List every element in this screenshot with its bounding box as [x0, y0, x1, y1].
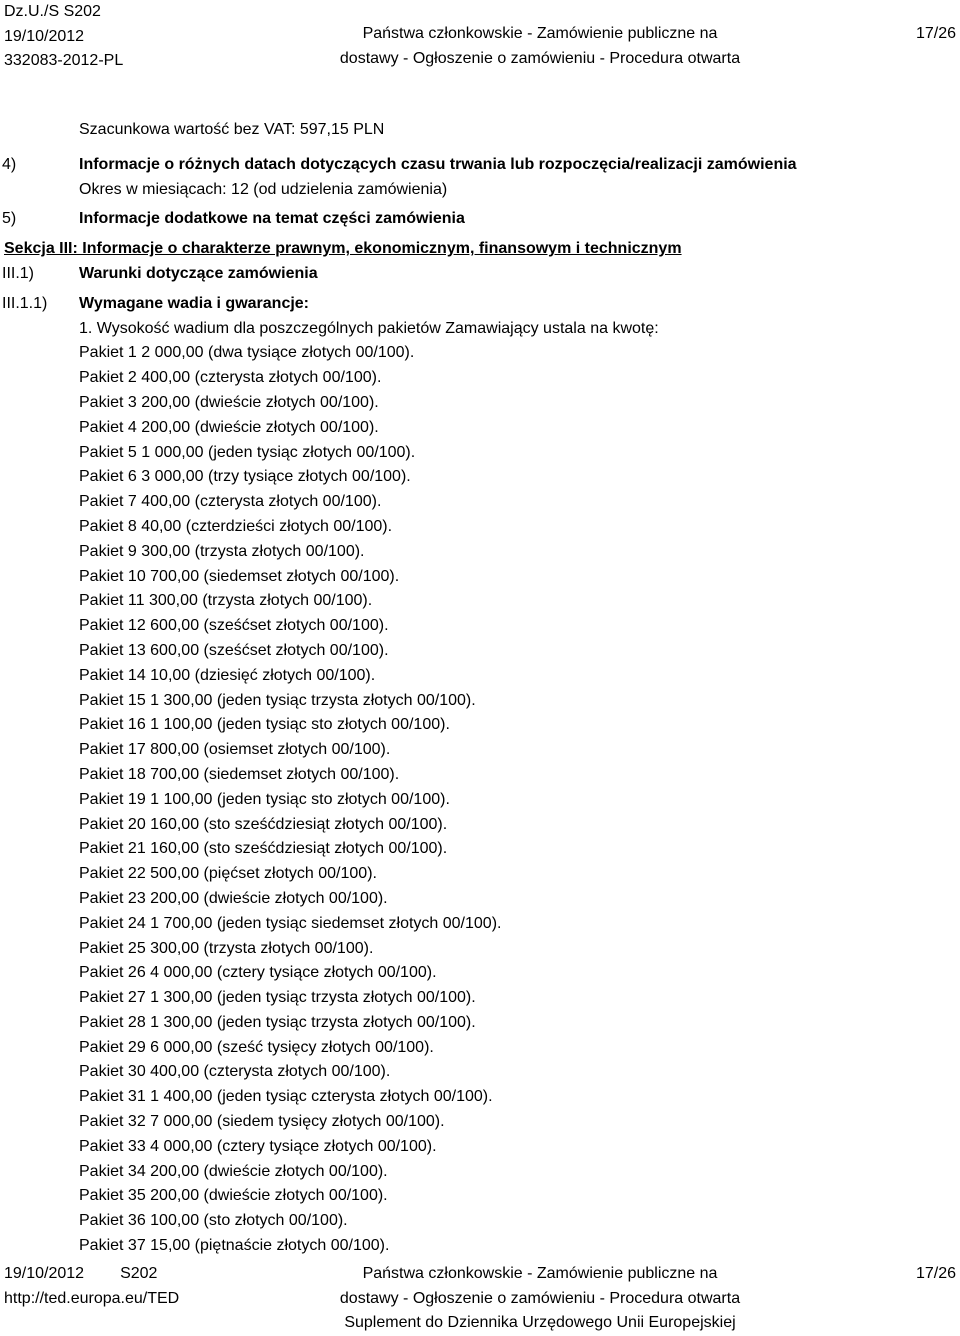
header-title-line1: Państwa członkowskie - Zamówienie publiczne na [362, 25, 718, 42]
pakiet-text: Pakiet 25 300,00 (trzysta złotych 00/100). [79, 939, 374, 957]
pakiet-text: Pakiet 7 400,00 (czterysta złotych 00/100). [79, 493, 382, 511]
header-date: 19/10/2012 [4, 27, 85, 45]
header-left [4, 0, 123, 74]
footer-left [4, 1262, 179, 1311]
pakiet-row [0, 639, 960, 664]
pakiet-text: Pakiet 16 1 100,00 (jeden tysiąc sto złotych 00/100). [79, 716, 450, 734]
pakiet-row [0, 465, 960, 490]
item-4-heading [0, 153, 960, 178]
notice-id: 332083-2012-PL [4, 52, 124, 69]
wadium-intro: 1. Wysokość wadium dla poszczególnych pakietów Zamawiający ustala na kwotę: [79, 319, 659, 337]
pakiet-row [0, 738, 960, 763]
pakiet-text: Pakiet 17 800,00 (osiemset złotych 00/100). [79, 741, 391, 759]
pakiet-row [0, 540, 960, 565]
footer-title [300, 1262, 780, 1336]
pakiet-text: Pakiet 24 1 700,00 (jeden tysiąc siedemset złotych 00/100). [79, 914, 502, 932]
pakiet-text: Pakiet 33 4 000,00 (cztery tysiące złotych 00/100). [79, 1137, 437, 1155]
section-3-1-heading [0, 262, 960, 287]
pakiet-text: Pakiet 13 600,00 (sześćset złotych 00/100). [79, 641, 389, 659]
pakiet-row [0, 1184, 960, 1209]
pakiet-row [0, 837, 960, 862]
section-3-1-1-heading [0, 292, 960, 317]
item-5-heading [0, 207, 960, 232]
pakiet-text: Pakiet 32 7 000,00 (siedem tysięcy złotych 00/100). [79, 1113, 445, 1131]
pakiet-row [0, 1110, 960, 1135]
pakiet-text: Pakiet 29 6 000,00 (sześć tysięcy złotych 00/100). [79, 1038, 434, 1056]
footer-title-line2: dostawy - Ogłoszenie o zamówieniu - Procedura otwarta [339, 1289, 741, 1307]
pakiet-text: Pakiet 2 400,00 (czterysta złotych 00/100). [79, 369, 382, 387]
pakiet-list [0, 341, 960, 1258]
pakiet-text: Pakiet 12 600,00 (sześćset złotych 00/100). [79, 617, 389, 635]
pakiet-text: Pakiet 19 1 100,00 (jeden tysiąc sto złotych 00/100). [79, 790, 450, 808]
pakiet-text: Pakiet 37 15,00 (piętnaście złotych 00/100). [79, 1237, 390, 1255]
pakiet-row [0, 341, 960, 366]
pakiet-text: Pakiet 26 4 000,00 (cztery tysiące złotych 00/100). [79, 964, 437, 982]
pakiet-text: Pakiet 1 2 000,00 (dwa tysiące złotych 00/100). [79, 344, 415, 362]
pakiet-row [0, 1135, 960, 1160]
pakiet-text: Pakiet 3 200,00 (dwieście złotych 00/100). [79, 393, 379, 411]
footer-date: 19/10/2012 [4, 1265, 85, 1282]
header-page-number: 17/26 [915, 25, 956, 42]
pakiet-row [0, 937, 960, 962]
item-4-title: Informacje o różnych datach dotyczących czasu trwania lub rozpoczęcia/realizacji zamówienia [79, 155, 797, 173]
pakiet-text: Pakiet 21 160,00 (sto sześćdziesiąt złotych 00/100). [79, 840, 448, 858]
pakiet-text: Pakiet 15 1 300,00 (jeden tysiąc trzysta złotych 00/100). [79, 691, 476, 709]
pakiet-row [0, 589, 960, 614]
footer-page-number: 17/26 [915, 1265, 956, 1282]
item-5-title: Informacje dodatkowe na temat części zamówienia [79, 210, 465, 228]
pakiet-text: Pakiet 27 1 300,00 (jeden tysiąc trzysta złotych 00/100). [79, 989, 476, 1007]
section-3-title: Sekcja III: Informacje o charakterze prawnym, ekonomicznym, finansowym i technicznym [4, 240, 682, 258]
header-title [300, 22, 780, 71]
footer-code: S202 [120, 1265, 158, 1282]
pakiet-row [0, 366, 960, 391]
pakiet-row [0, 565, 960, 590]
footer-title-line1: Państwa członkowskie - Zamówienie publiczne na [362, 1265, 718, 1282]
pakiet-text: Pakiet 28 1 300,00 (jeden tysiąc trzysta złotych 00/100). [79, 1013, 476, 1031]
pakiet-row [0, 912, 960, 937]
pakiet-row [0, 763, 960, 788]
pakiet-text: Pakiet 23 200,00 (dwieście złotych 00/100). [79, 889, 388, 907]
pakiet-text: Pakiet 10 700,00 (siedemset złotych 00/100). [79, 567, 400, 585]
pakiet-row [0, 887, 960, 912]
pakiet-text: Pakiet 14 10,00 (dziesięć złotych 00/100). [79, 666, 376, 684]
pakiet-row [0, 1036, 960, 1061]
pakiet-text: Pakiet 8 40,00 (czterdzieści złotych 00/100). [79, 517, 393, 535]
pakiet-row [0, 1234, 960, 1259]
pakiet-text: Pakiet 18 700,00 (siedemset złotych 00/100). [79, 765, 400, 783]
pakiet-row [0, 961, 960, 986]
pakiet-row [0, 490, 960, 515]
pakiet-row [0, 986, 960, 1011]
section-3-1-1-title: Wymagane wadia i gwarancje: [79, 294, 310, 312]
pakiet-text: Pakiet 31 1 400,00 (jeden tysiąc czterysta złotych 00/100). [79, 1088, 493, 1106]
pakiet-row [0, 713, 960, 738]
pakiet-row [0, 416, 960, 441]
pakiet-row [0, 1085, 960, 1110]
pakiet-row [0, 1060, 960, 1085]
section-3-heading [0, 237, 960, 262]
pakiet-row [0, 515, 960, 540]
pakiet-text: Pakiet 4 200,00 (dwieście złotych 00/100). [79, 418, 379, 436]
pakiet-row [0, 1209, 960, 1234]
pakiet-text: Pakiet 9 300,00 (trzysta złotych 00/100). [79, 542, 365, 560]
pakiet-text: Pakiet 5 1 000,00 (jeden tysiąc złotych 00/100). [79, 443, 416, 461]
pakiet-text: Pakiet 36 100,00 (sto złotych 00/100). [79, 1212, 348, 1230]
pakiet-text: Pakiet 11 300,00 (trzysta złotych 00/100). [79, 592, 373, 610]
pakiet-row [0, 1160, 960, 1185]
pakiet-row [0, 1011, 960, 1036]
wadium-intro-row [0, 317, 960, 342]
pakiet-text: Pakiet 20 160,00 (sto sześćdziesiąt złotych 00/100). [79, 815, 448, 833]
estimated-value-row [0, 118, 960, 143]
footer-url: http://ted.europa.eu/TED [4, 1289, 180, 1307]
journal-ref: Dz.U./S S202 [4, 3, 101, 20]
estimated-value: Szacunkowa wartość bez VAT: 597,15 PLN [79, 121, 385, 138]
pakiet-text: Pakiet 6 3 000,00 (trzy tysiące złotych 00/100). [79, 468, 411, 486]
item-4-text-row [0, 178, 960, 203]
pakiet-text: Pakiet 35 200,00 (dwieście złotych 00/100). [79, 1187, 388, 1205]
section-3-1-title: Warunki dotyczące zamówienia [79, 264, 318, 282]
pakiet-row [0, 614, 960, 639]
item-4-text: Okres w miesiącach: 12 (od udzielenia zamówienia) [79, 180, 448, 198]
pakiet-row [0, 391, 960, 416]
section-3-1-number: III.1) [2, 264, 35, 282]
header-title-line2: dostawy - Ogłoszenie o zamówieniu - Procedura otwarta [339, 49, 741, 67]
pakiet-row [0, 689, 960, 714]
pakiet-row [0, 441, 960, 466]
pakiet-text: Pakiet 22 500,00 (pięćset złotych 00/100). [79, 865, 377, 883]
document-body [0, 118, 960, 1259]
footer-title-line3: Suplement do Dziennika Urzędowego Unii Europejskiej [344, 1314, 736, 1331]
pakiet-row [0, 813, 960, 838]
pakiet-row [0, 664, 960, 689]
item-4-number: 4) [2, 155, 17, 173]
pakiet-text: Pakiet 30 400,00 (czterysta złotych 00/100). [79, 1063, 391, 1081]
pakiet-row [0, 788, 960, 813]
pakiet-text: Pakiet 34 200,00 (dwieście złotych 00/100). [79, 1162, 388, 1180]
item-5-number: 5) [2, 210, 17, 228]
section-3-1-1-number: III.1.1) [2, 294, 48, 312]
pakiet-row [0, 862, 960, 887]
